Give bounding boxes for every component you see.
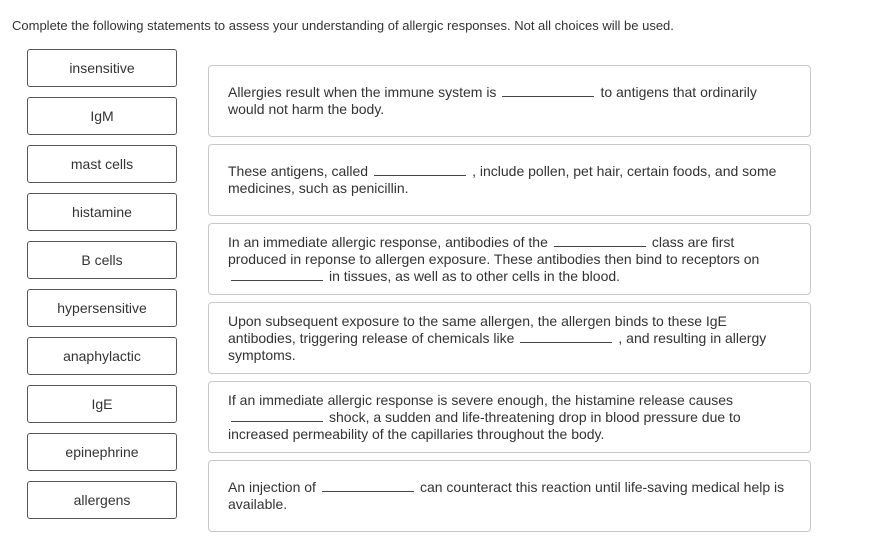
statement-4 [208,302,811,374]
statement-2-text-before: These antigens, called [228,163,369,179]
statement-1-text-before: Allergies result when the immune system is [228,84,497,100]
choice-anaphylactic[interactable]: anaphylactic [27,337,177,375]
statement-4-text-before: Upon subsequent exposure to the same allergen, the allergen binds to these IgE antibodies, triggering release of chemicals like [228,312,727,346]
statement-6-text-before: An injection of [228,479,316,495]
statement-1 [208,65,811,137]
statement-3-text-middle: class are first produced in reponse to allergen exposure. These antibodies then bind to receptors on [228,233,760,267]
choice-mast-cells[interactable]: mast cells [27,145,177,183]
drop-blank-6[interactable] [231,411,323,422]
statement-5-text-before: If an immediate allergic response is severe enough, the histamine release causes [228,391,734,408]
statement-2-text-after: , include pollen, pet hair, certain foods, and some medicines, such as penicillin. [228,163,777,196]
statement-1-text-after: to antigens that ordinarily would not harm the body. [228,84,757,117]
drop-blank-4[interactable] [231,270,323,281]
choice-insensitive[interactable]: insensitive [27,49,177,87]
statement-3-text-after: in tissues, as well as to other cells in the blood. [329,267,621,284]
answer-choices [27,49,177,529]
drop-blank-1[interactable] [502,86,594,97]
choice-epinephrine[interactable]: epinephrine [27,433,177,471]
choice-allergens[interactable]: allergens [27,481,177,519]
statement-2 [208,144,811,216]
statement-5-text-after: shock, a sudden and life-threatening drop in blood pressure due to increased permeability of the capillaries throughout the body. [228,408,741,442]
statement-6 [208,460,811,532]
choice-histamine[interactable]: histamine [27,193,177,231]
statement-3-text-before: In an immediate allergic response, antibodies of the [228,233,548,250]
drop-blank-2[interactable] [374,165,466,176]
statement-3 [208,223,811,295]
choice-hypersensitive[interactable]: hypersensitive [27,289,177,327]
choice-igm[interactable]: IgM [27,97,177,135]
choice-b-cells[interactable]: B cells [27,241,177,279]
choice-ige[interactable]: IgE [27,385,177,423]
drop-blank-7[interactable] [322,481,414,492]
statement-5 [208,381,811,453]
drop-blank-3[interactable] [554,236,646,247]
statement-4-text-after: , and resulting in allergy symptoms. [228,329,767,363]
statement-6-text-after: can counteract this reaction until life-saving medical help is available. [228,479,785,512]
drop-blank-5[interactable] [520,332,612,343]
instructions-text: Complete the following statements to assess your understanding of allergic responses. Not all choices will be used. [12,18,674,33]
statement-list [208,65,811,539]
